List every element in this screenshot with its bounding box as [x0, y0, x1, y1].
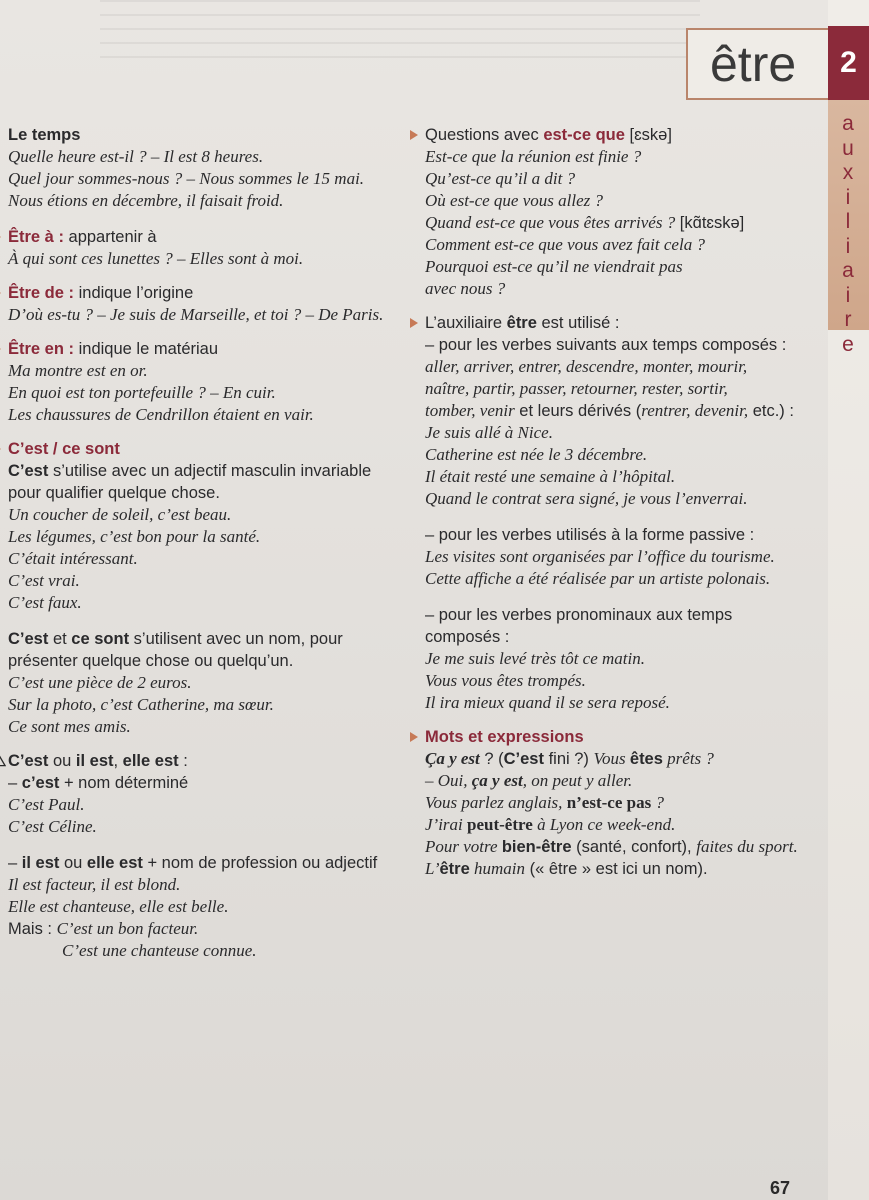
- term: ce sont: [71, 630, 130, 648]
- expression: n’est-ce pas: [566, 793, 652, 812]
- example-line: En quoi est ton portefeuille ? – En cuir.: [8, 383, 276, 402]
- example-line: Quelle heure est-il ? – Il est 8 heures.: [8, 147, 264, 166]
- section-heading: est utilisé :: [536, 314, 620, 332]
- term: est-ce que: [543, 126, 625, 144]
- example-line: C’est faux.: [8, 593, 82, 612]
- verb-list: rentrer, devenir,: [641, 401, 749, 420]
- example-line: Ma montre est en or.: [8, 361, 148, 380]
- example-line: Ce sont mes amis.: [8, 717, 131, 736]
- example-line: Les chaussures de Cendrillon étaient en vair.: [8, 405, 314, 424]
- expression-text: prêts ?: [662, 749, 714, 768]
- left-column: [8, 124, 398, 974]
- term: elle est: [122, 752, 179, 770]
- section-heading: Mots et expressions: [425, 728, 584, 746]
- example-line: D’où es-tu ? – Je suis de Marseille, et toi ? – De Paris.: [8, 305, 384, 324]
- right-column: [425, 124, 825, 892]
- side-label-letter: x: [842, 161, 854, 184]
- example-line: Il est facteur, il est blond.: [8, 875, 181, 894]
- chapter-title-box: [686, 28, 828, 100]
- paragraph-text: s’utilisent avec un nom, pour: [129, 630, 343, 648]
- side-label-letter: a: [842, 112, 854, 135]
- example-line: Un coucher de soleil, c’est beau.: [8, 505, 232, 524]
- connector-text: et: [48, 630, 72, 648]
- example-line: Les légumes, c’est bon pour la santé.: [8, 527, 261, 546]
- example-line: Est-ce que la réunion est finie ?: [425, 147, 642, 166]
- section-heading: C’est / ce sont: [8, 440, 120, 458]
- dash: –: [8, 854, 22, 872]
- phonetic: [ɛskə]: [624, 126, 672, 144]
- example-line: C’est Paul.: [8, 795, 85, 814]
- section-etre-de: [8, 282, 398, 326]
- bullet-arrow-icon: [0, 444, 1, 454]
- section-questions-est-ce-que: [425, 124, 825, 300]
- expression-text: Vous parlez anglais,: [425, 793, 567, 812]
- paragraph-text: – pour les verbes suivants aux temps composés :: [425, 336, 787, 354]
- example-line: Quel jour sommes-nous ? – Nous sommes le 15 mai.: [8, 169, 365, 188]
- section-mots-et-expressions: [425, 726, 825, 880]
- example-line: C’était intéressant.: [8, 549, 138, 568]
- example-line: Pourquoi est-ce qu’il ne viendrait pas: [425, 257, 683, 276]
- term: C’est: [8, 630, 49, 648]
- example-line: Catherine est née le 3 décembre.: [425, 445, 648, 464]
- expression-text: , on peut y aller.: [522, 771, 633, 790]
- side-label-letter: i: [845, 283, 851, 307]
- bullet-arrow-icon: [410, 130, 418, 140]
- example-line: C’est Céline.: [8, 817, 97, 836]
- term: il est: [21, 854, 60, 872]
- verb-list: naître, partir, passer, retourner, rester, sortir,: [425, 379, 728, 398]
- expression: C’est: [503, 750, 544, 768]
- expression: Ça y est: [425, 749, 480, 768]
- definition: indique le matériau: [74, 340, 219, 358]
- bullet-arrow-icon: [0, 232, 1, 242]
- side-label-letter: r: [844, 308, 852, 331]
- paragraph-text: présenter quelque chose ou quelqu’un.: [8, 652, 294, 670]
- warning-triangle-icon: [0, 753, 6, 767]
- expression-text: (« être » est ici un nom).: [525, 860, 708, 878]
- expression: êtes: [629, 750, 663, 768]
- expression-text: ? (: [479, 750, 504, 768]
- expression: être: [439, 860, 470, 878]
- example-line: Il ira mieux quand il se sera reposé.: [425, 693, 670, 712]
- term: c’est: [21, 774, 60, 792]
- example-line: Sur la photo, c’est Catherine, ma sœur.: [8, 695, 274, 714]
- section-heading: Questions avec: [425, 126, 544, 144]
- example-line: Quand est-ce que vous êtes arrivés ?: [425, 213, 676, 232]
- section-heading: L’auxiliaire: [425, 314, 507, 332]
- bullet-arrow-icon: [0, 288, 1, 298]
- paragraph-text: + nom de profession ou adjectif: [142, 854, 378, 872]
- paragraph-text: – pour les verbes pronominaux aux temps: [425, 606, 733, 624]
- side-label-letter: l: [845, 210, 851, 233]
- expression-text: – Oui,: [425, 771, 472, 790]
- expression-text: à Lyon ce week-end.: [532, 815, 676, 834]
- paragraph-text: etc.) :: [748, 402, 794, 420]
- section-etre-en: [8, 338, 398, 426]
- chapter-title: être: [710, 36, 797, 92]
- expression: ça y est: [471, 771, 523, 790]
- example-line: avec nous ?: [425, 279, 506, 298]
- connector-text: ou: [59, 854, 87, 872]
- term: C’est: [8, 462, 49, 480]
- example-line: Vous vous êtes trompés.: [425, 671, 586, 690]
- side-label-letter: e: [842, 332, 854, 356]
- expression: peut-être: [467, 815, 533, 834]
- chapter-number-tab: 2: [828, 26, 869, 100]
- section-side-label: [828, 100, 869, 356]
- expression-text: L’: [425, 859, 440, 878]
- side-label-letter: i: [845, 185, 851, 209]
- section-etre-a: [8, 226, 398, 270]
- paragraph-text: composés :: [425, 628, 510, 646]
- example-line: Nous étions en décembre, il faisait froid.: [8, 191, 284, 210]
- expression-text: (santé, confort),: [571, 838, 697, 856]
- side-label-letter: i: [845, 234, 851, 258]
- term: être: [506, 314, 537, 332]
- example-line: Je me suis levé très tôt ce matin.: [425, 649, 645, 668]
- expression-text: J’irai: [425, 815, 468, 834]
- expression-text: fini ?): [543, 750, 594, 768]
- definition: appartenir à: [63, 228, 157, 246]
- term: il est: [75, 752, 114, 770]
- example-line: C’est un bon facteur.: [56, 919, 199, 938]
- section-side-label-text: [836, 112, 860, 357]
- term: Être de :: [8, 284, 75, 302]
- example-line: C’est une pièce de 2 euros.: [8, 673, 192, 692]
- example-line: Quand le contrat sera signé, je vous l’enverrai.: [425, 489, 748, 508]
- side-label-letter: u: [842, 136, 854, 160]
- bullet-arrow-icon: [410, 732, 418, 742]
- example-line: C’est vrai.: [8, 571, 80, 590]
- section-cest-ce-sont: [8, 438, 398, 738]
- term: C’est: [8, 752, 49, 770]
- example-line: Qu’est-ce qu’il a dit ?: [425, 169, 576, 188]
- example-line: Cette affiche a été réalisée par un artiste polonais.: [425, 569, 771, 588]
- example-line: Elle est chanteuse, elle est belle.: [8, 897, 229, 916]
- expression-text: Pour votre: [425, 837, 502, 856]
- bullet-arrow-icon: [0, 344, 1, 354]
- side-label-letter: a: [842, 259, 854, 282]
- phonetic: [kɑ̃tɛskə]: [675, 214, 745, 232]
- paragraph-text: – pour les verbes utilisés à la forme passive :: [425, 526, 755, 544]
- section-warning-cest-il-est: [8, 750, 398, 962]
- expression-text: Vous: [593, 749, 630, 768]
- verb-list: aller, arriver, entrer, descendre, monter, mourir,: [425, 357, 748, 376]
- mais-label: Mais :: [8, 920, 57, 938]
- example-line: Comment est-ce que vous avez fait cela ?: [425, 235, 705, 254]
- bleed-through-text: [100, 0, 700, 60]
- paragraph-text: pour qualifier quelque chose.: [8, 484, 220, 502]
- term: elle est: [86, 854, 143, 872]
- definition: indique l’origine: [74, 284, 194, 302]
- bullet-arrow-icon: [410, 318, 418, 328]
- expression-text: faites du sport.: [696, 837, 798, 856]
- page-number: 67: [770, 1178, 791, 1198]
- expression-text: ?: [651, 793, 664, 812]
- example-line: À qui sont ces lunettes ? – Elles sont à moi.: [8, 249, 304, 268]
- example-line: Où est-ce que vous allez ?: [425, 191, 603, 210]
- connector-text: ou: [48, 752, 76, 770]
- expression-text: humain: [469, 859, 526, 878]
- expression: bien-être: [501, 838, 572, 856]
- example-line: Les visites sont organisées par l’office du tourisme.: [425, 547, 775, 566]
- section-le-temps: [8, 124, 398, 212]
- section-auxiliaire-etre: [425, 312, 825, 714]
- paragraph-text: et leurs dérivés (: [514, 402, 642, 420]
- connector-text: :: [178, 752, 188, 770]
- example-line: C’est une chanteuse connue.: [62, 941, 257, 960]
- verb-list: tomber, venir: [425, 401, 515, 420]
- term: Être à :: [8, 228, 64, 246]
- connector-text: ,: [113, 752, 123, 770]
- example-line: Il était resté une semaine à l’hôpital.: [425, 467, 676, 486]
- section-heading: Le temps: [8, 126, 81, 144]
- term: Être en :: [8, 340, 75, 358]
- example-line: Je suis allé à Nice.: [425, 423, 553, 442]
- dash: –: [8, 774, 22, 792]
- paragraph-text: + nom déterminé: [59, 774, 189, 792]
- paragraph-text: s’utilise avec un adjectif masculin invariable: [48, 462, 372, 480]
